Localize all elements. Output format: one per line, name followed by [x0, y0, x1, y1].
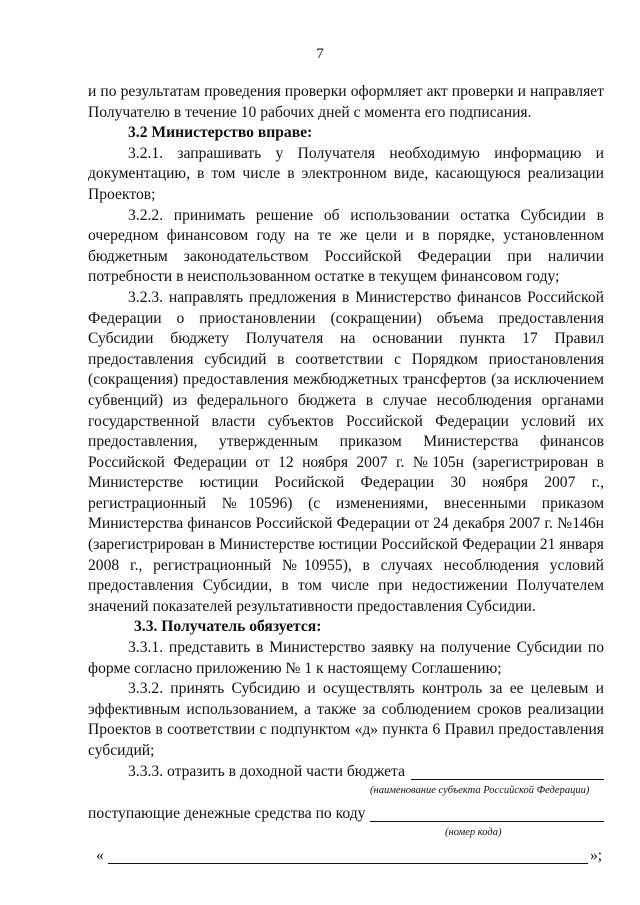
- recipient-duties-heading: 3.3. Получатель обязуется:: [134, 618, 322, 636]
- code-caption-row: [88, 826, 604, 846]
- quote-blank: [108, 863, 588, 864]
- continuation-paragraph: и по результатам проведения проверки оформляет акт проверки и направляет Получателю в течение 10 рабочих дней с момента его подписания.: [88, 83, 604, 121]
- clause-3-3-1: 3.3.1. представить в Министерство заявку на получение Субсидии по форме согласно приложению № 1 к настоящему Соглашению;: [88, 639, 604, 677]
- ministry-rights-heading: 3.2 Министерство вправе:: [128, 124, 313, 142]
- clause-3-2-3: 3.2.3. направлять предложения в Министерство финансов Российской Федерации о приостановлении (сокращении) объема предоставления Субсидии бюджету Получателя на основании пункта 17 Правил предоставления субсидий в соответствии с Порядком приостановления (сокращения) предоставления межбюджетных трансфертов (за исключением субвенций) из федерального бюджета в случае несоблюдения органами государственной власти субъектов Российской Федерации условий их предоставления, утвержденным приказом Министерства финансов Российской Федерации от 12 ноября 2007 г. №105н (зарегистрирован в Министерстве юстиции Росийской Федерации 30 ноября 2007 г., регистрационный №10596) (с изменениями, внесенными приказом Министерства финансов Российской Федерации от 24 декабря 2007 г. №146н (зарегистрирован в Министерстве юстиции Российской Федерации 21 января 2008 г., регистрационный №10955), в случаях несоблюдения условий предоставления Субсидии, в том числе при недостижении Получателем значений показателей результативности предоставления Субсидии.: [88, 288, 604, 615]
- clause-3-3-2: 3.3.2. принять Субсидию и осуществлять контроль за ее целевым и эффективным использованием, а также за соблюдением сроков реализации Проектов в соответствии с подпунктом «д» пункта 6 Правил предоставления субсидий;: [88, 680, 604, 759]
- open-quote: «: [96, 846, 104, 864]
- subject-name-caption: (наименование субъекта Российской Федерации): [370, 784, 590, 796]
- quote-row: [88, 846, 604, 868]
- code-row: [88, 804, 604, 826]
- clause-3-2-2: 3.2.2. принимать решение об использовании остатка Субсидии в очередном финансовом году на те же цели и в порядке, установленном бюджетным законодательством Российской Федерации при наличии потребности в неиспользованном остатке в текущем финансовом году;: [88, 206, 604, 286]
- subject-name-blank: [411, 779, 604, 780]
- code-caption: (номер кода): [445, 826, 502, 838]
- document-body: [88, 82, 604, 868]
- subject-caption-row: [88, 784, 604, 804]
- clause-3-2-1: 3.2.1. запрашивать у Получателя необходимую информацию и документацию, в том числе в электронном виде, касающуюся реализации Проектов;: [88, 144, 604, 203]
- code-blank: [370, 821, 604, 822]
- code-line-label: поступающие денежные средства по коду: [88, 804, 366, 822]
- page-number: 7: [316, 46, 324, 62]
- close-quote: »;: [590, 846, 603, 864]
- clause-3-3-3: 3.3.3. отразить в доходной части бюджета: [128, 762, 405, 780]
